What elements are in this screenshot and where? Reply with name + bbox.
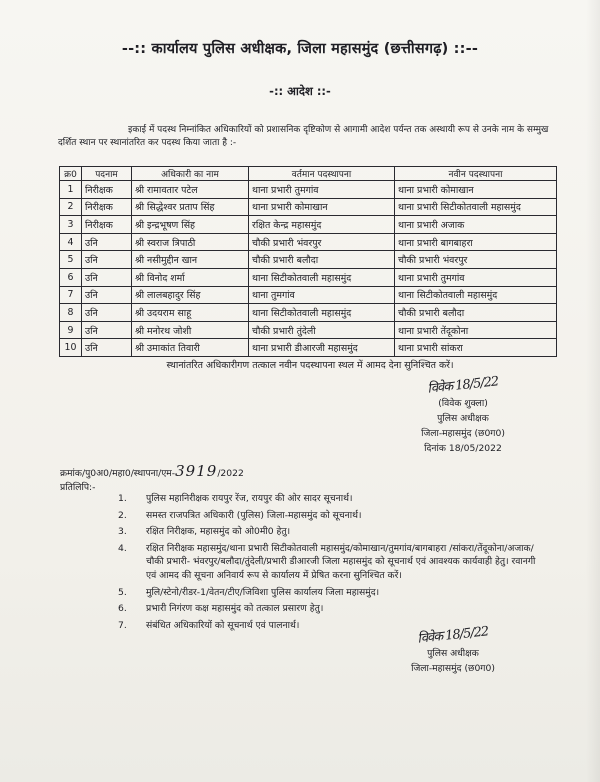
col-header-designation: पदनाम bbox=[82, 167, 132, 181]
cell-new-posting: थाना प्रभारी कोमाखान bbox=[395, 181, 557, 199]
cell-new-posting: थाना प्रभारी सांकरा bbox=[395, 339, 557, 357]
item-number: 3. bbox=[118, 526, 127, 538]
item-text: संबंधित अधिकारियों को सूचनार्थ एवं पालनार्थ। bbox=[146, 619, 300, 631]
cell-current-posting: थाना सिटीकोतवाली महासमुंद bbox=[249, 268, 395, 286]
paper-shadow-edge bbox=[586, 0, 600, 782]
transfer-table bbox=[59, 166, 557, 357]
cell-current-posting: रक्षित केन्द्र महासमुंद bbox=[249, 216, 395, 234]
table-header-row bbox=[60, 167, 557, 181]
cell-current-posting: थाना प्रभारी कोमाखान bbox=[249, 198, 395, 216]
list-item bbox=[118, 525, 548, 539]
item-text: समस्त राजपत्रित अधिकारी (पुलिस) जिला-महासमुंद को सूचनार्थ। bbox=[146, 509, 362, 521]
cell-current-posting: थाना प्रभारी डीआरजी महासमुंद bbox=[249, 339, 395, 357]
item-text: पुलिस महानिरीक्षक रायपुर रेंज, रायपुर की ओर सादर सूचनार्थ। bbox=[146, 493, 353, 504]
table-row bbox=[60, 321, 557, 339]
signatory-designation: पुलिस अधीक्षक bbox=[437, 413, 489, 424]
order-number: 3919 bbox=[175, 462, 218, 480]
cell-designation: निरीक्षक bbox=[82, 216, 132, 234]
table-row bbox=[60, 216, 557, 234]
signatory-district: जिला-महासमुंद (छ0ग0) bbox=[421, 428, 505, 439]
cell-designation: निरीक्षक bbox=[82, 198, 132, 216]
cell-officer-name: श्री उदयराम साहू bbox=[132, 304, 249, 322]
cell-current-posting: थाना सिटीकोतवाली महासमुंद bbox=[249, 304, 395, 322]
closing-instruction: स्थानांतरित अधिकारीगण तत्काल नवीन पदस्थापना स्थल में आमद देना सुनिश्चित करें। bbox=[166, 360, 454, 371]
table-row bbox=[60, 198, 557, 216]
cell-serial: 8 bbox=[60, 304, 82, 322]
col-header-serial: क्र0 bbox=[60, 167, 82, 181]
table-row bbox=[60, 339, 557, 357]
cell-current-posting: थाना प्रभारी तुमगांव bbox=[249, 181, 395, 199]
cell-officer-name: श्री विनोद शर्मा bbox=[132, 268, 249, 286]
cell-serial: 9 bbox=[60, 321, 82, 339]
cell-new-posting: थाना प्रभारी तेंदूकोना bbox=[395, 321, 557, 339]
col-header-officer-name: अधिकारी का नाम bbox=[132, 167, 249, 181]
signatory-district: जिला-महासमुंद (छ0ग0) bbox=[411, 663, 495, 674]
col-header-current-posting: वर्तमान पदस्थापना bbox=[249, 167, 395, 181]
list-item bbox=[118, 509, 548, 523]
order-year: /2022 bbox=[217, 468, 244, 479]
copy-distribution-list bbox=[118, 492, 548, 635]
cell-designation: उनि bbox=[82, 251, 132, 269]
intro-paragraph: इकाई में पदस्थ निम्नांकित अधिकारियों को प्रशासनिक दृष्टिकोण से आगामी आदेश पर्यन्त तक अस्थायी रूप से उनके नाम के सम्मुख दर्शित स्थान पर स्थानांतरित कर पदस्थ किया जाता है :- bbox=[58, 125, 549, 148]
signature-block-main bbox=[378, 374, 548, 456]
cell-serial: 3 bbox=[60, 216, 82, 234]
office-title: --:: कार्यालय पुलिस अधीक्षक, जिला महासमुंद (छत्तीसगढ़) ::-- bbox=[121, 41, 479, 57]
cell-serial: 7 bbox=[60, 286, 82, 304]
copy-label: प्रतिलिपि:- bbox=[60, 482, 96, 493]
list-item bbox=[118, 542, 548, 583]
cell-designation: निरीक्षक bbox=[82, 181, 132, 199]
table-row bbox=[60, 304, 557, 322]
col-header-new-posting: नवीन पदस्थापना bbox=[395, 167, 557, 181]
order-date: दिनांक 18/05/2022 bbox=[424, 443, 502, 454]
cell-designation: उनि bbox=[82, 339, 132, 357]
item-text: प्रभारी निगंरण कक्ष महासमुंद को तत्काल प्रसारण हेतु। bbox=[146, 603, 324, 615]
cell-designation: उनि bbox=[82, 268, 132, 286]
cell-officer-name: श्री लालबहादुर सिंह bbox=[132, 286, 249, 304]
cell-current-posting: थाना तुमगांव bbox=[249, 286, 395, 304]
cell-officer-name: श्री मनोरथ जोशी bbox=[132, 321, 249, 339]
cell-serial: 1 bbox=[60, 181, 82, 199]
item-text: रक्षित निरीक्षक महासमुंद/थाना प्रभारी सिटीकोतवाली महासमुंद/कोमाखान/तुमगांव/बागबाहरा /सांकरा/तेंदूकोना/अजाक/चौकी प्रभारी- भंवरपुर/बलौदा/तुंदेली/प्रभारी डीआरजी जिला महासमुंद को सूचनार्थ एवं आवश्यक कार्यवाही हेतु। रवानगी एवं आमद की सूचना अनिवार्य रूप से कार्यालय में प्रेषित करना सुनिश्चित करें। bbox=[146, 542, 536, 581]
cell-designation: उनि bbox=[82, 233, 132, 251]
list-item bbox=[118, 492, 548, 506]
handwritten-signature: विवेक 18/5/22 bbox=[426, 374, 499, 397]
table-row bbox=[60, 251, 557, 269]
item-number: 5. bbox=[118, 586, 127, 598]
cell-serial: 4 bbox=[60, 233, 82, 251]
cell-serial: 6 bbox=[60, 268, 82, 286]
list-item bbox=[118, 586, 548, 600]
cell-officer-name: श्री सिद्धेश्वर प्रताप सिंह bbox=[132, 198, 249, 216]
cell-serial: 5 bbox=[60, 251, 82, 269]
cell-current-posting: चौकी प्रभारी भंवरपुर bbox=[249, 233, 395, 251]
item-number: 1. bbox=[118, 493, 127, 504]
cell-officer-name: श्री उमाकांत तिवारी bbox=[132, 339, 249, 357]
cell-current-posting: चौकी प्रभारी तुंदेली bbox=[249, 321, 395, 339]
order-heading: -:: आदेश ::- bbox=[269, 84, 331, 98]
cell-current-posting: चौकी प्रभारी बलौदा bbox=[249, 251, 395, 269]
table-row bbox=[60, 268, 557, 286]
cell-officer-name: श्री इन्द्रभूषण सिंह bbox=[132, 216, 249, 234]
table-row bbox=[60, 181, 557, 199]
cell-new-posting: थाना प्रभारी तुमगांव bbox=[395, 268, 557, 286]
cell-serial: 10 bbox=[60, 339, 82, 357]
cell-new-posting: चौकी प्रभारी भंवरपुर bbox=[395, 251, 557, 269]
cell-officer-name: श्री रामावतार पटेल bbox=[132, 181, 249, 199]
item-text: रक्षित निरीक्षक, महासमुंद को ओ0मी0 हेतु। bbox=[146, 526, 291, 538]
handwritten-signature: विवेक 18/5/22 bbox=[416, 624, 489, 647]
cell-designation: उनि bbox=[82, 321, 132, 339]
item-number: 6. bbox=[118, 603, 127, 615]
item-text: मुलि/स्टेनो/रीडर-1/वेतन/टीए/जिविशा पुलिस कार्यालय जिला महासमुंद। bbox=[146, 586, 380, 598]
cell-serial: 2 bbox=[60, 198, 82, 216]
table-row bbox=[60, 233, 557, 251]
cell-new-posting: थाना सिटीकोतवाली महासमुंद bbox=[395, 286, 557, 304]
cell-new-posting: थाना प्रभारी बागबाहरा bbox=[395, 233, 557, 251]
cell-designation: उनि bbox=[82, 286, 132, 304]
table-row bbox=[60, 286, 557, 304]
item-number: 2. bbox=[118, 509, 127, 521]
signatory-name: (विवेक शुक्ला) bbox=[438, 398, 488, 409]
cell-new-posting: चौकी प्रभारी बलौदा bbox=[395, 304, 557, 322]
cell-officer-name: श्री स्वराज त्रिपाठी bbox=[132, 233, 249, 251]
order-prefix: क्रमांक/पु0अ0/महा0/स्थापना/एम- bbox=[60, 468, 176, 479]
order-reference bbox=[60, 462, 244, 480]
cell-officer-name: श्री नसीमुद्दीन खान bbox=[132, 251, 249, 269]
list-item bbox=[118, 602, 548, 616]
item-number: 7. bbox=[118, 619, 127, 631]
cell-new-posting: थाना प्रभारी सिटीकोतवाली महासमुंद bbox=[395, 198, 557, 216]
signatory-designation: पुलिस अधीक्षक bbox=[427, 648, 479, 659]
cell-new-posting: थाना प्रभारी अजाक bbox=[395, 216, 557, 234]
item-number: 4. bbox=[118, 542, 127, 554]
cell-designation: उनि bbox=[82, 304, 132, 322]
signature-block-copy bbox=[368, 624, 538, 676]
